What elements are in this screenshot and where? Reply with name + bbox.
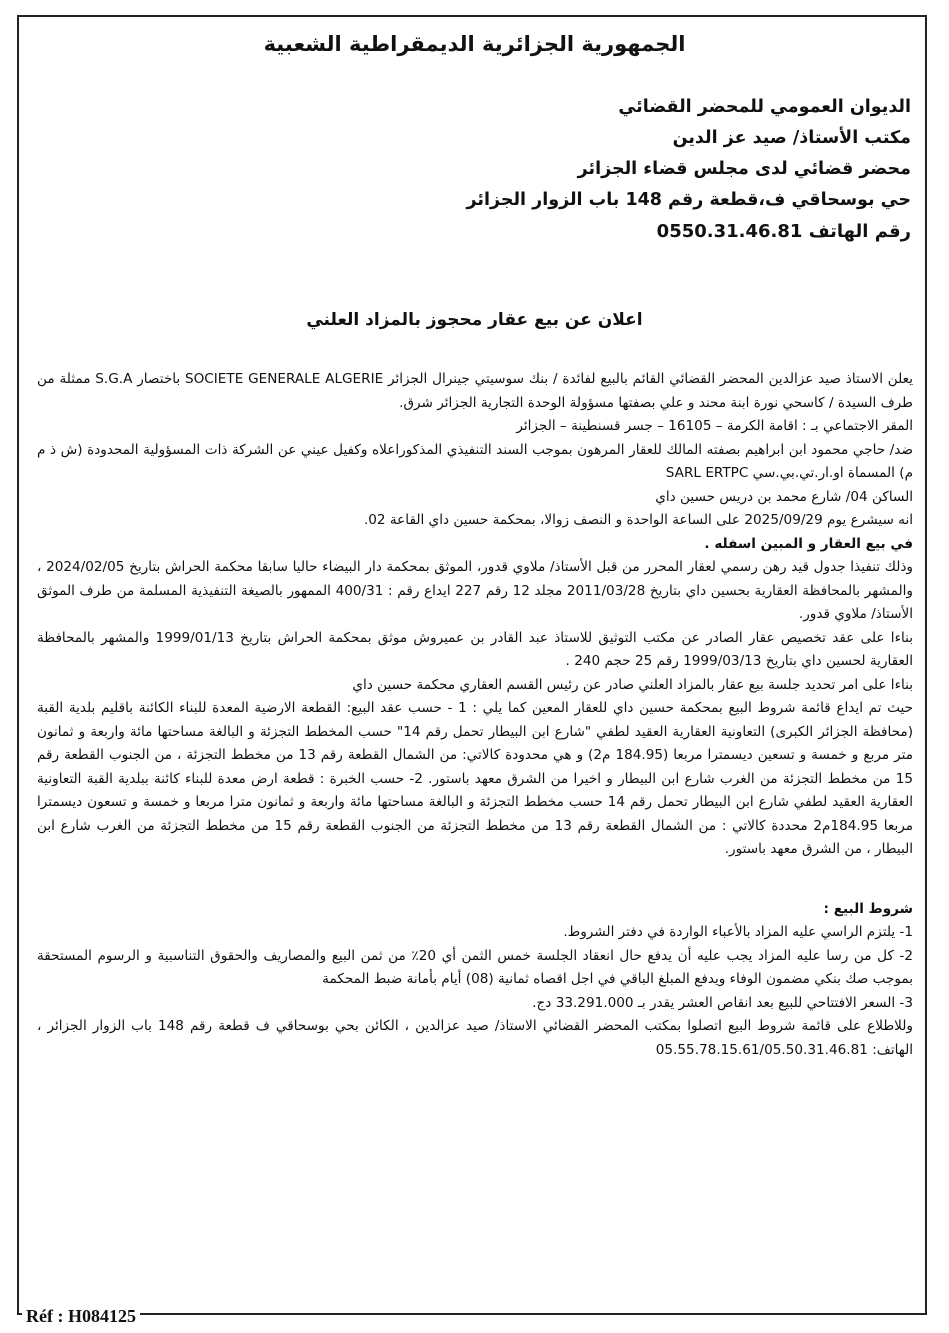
notice-title: اعلان عن بيع عقار محجوز بالمزاد العلني	[306, 310, 643, 330]
condition-item: 1- يلتزم الراسي عليه المزاد بالأعباء الواردة في دفتر الشروط.	[563, 924, 913, 940]
country-header: الجمهورية الجزائرية الديمقراطية الشعبية	[263, 32, 686, 56]
bailiff-office-block	[391, 92, 911, 247]
office-phone: رقم الهاتف 0550.31.46.81	[656, 221, 911, 242]
body-paragraph: حيث تم ايداع قائمة شروط البيع بمحكمة حسين داي للعقار المعين كما يلي : 1 - حسب عقد البيع: القطعة الارضية المعدة للبناء الكائنة باقليم بلدية القبة (محافظة الجزائر الكبرى) التعاونية العقارية العقيد لطفي "شارع ابن البيطار تحمل رقم 14" حسب المخطط التجزئة و البالغة مساحتها مائة واربعة و ثمانون متر مربع و خمسة و تسعين ديسمترا مربعا (184.95 م2) و هي محدودة كالاتي: من الشمال القطعة رقم 13 من مخطط التجزئة ، من الجنوب القطعة رقم 15 من مخطط التجزئة من الغرب شارع ابن البيطار و اخيرا من الشرق معهد باستور. 2- حسب الخبرة : قطعة ارض معدة للبناء كائنة ببلدية القبة التعاونية العقارية العقيد لطفي شارع ابن البيطار تحمل رقم 14 حسب مخطط التجزئة و البالغة مساحتها مائة واربعة و ثمانون مترا مربعا و خمسة و تسعون ديسمترا مربعا 184.95م2 محددة كالاتي : من الشمال القطعة رقم 13 من مخطط التجزئة من الجنوب القطعة رقم 15 من مخطط التجزئة من الغرب شارع ابن البيطار ، من الشرق معهد باستور.	[37, 700, 914, 857]
body-paragraph: الساكن 04/ شارع محمد بن دريس حسين داي	[655, 488, 913, 505]
office-line: مكتب الأستاذ/ صيد عز الدين	[672, 128, 911, 148]
condition-item: 3- السعر الافتتاحي للبيع بعد انقاص العشر يقدر بـ 33.291.000 دج.	[532, 994, 913, 1011]
body-paragraph: بناءا على امر تحديد جلسة بيع عقار بالمزاد العلني صادر عن رئيس القسم العقاري محكمة حسين داي	[352, 676, 913, 693]
office-line: محضر قضائي لدى مجلس قضاء الجزائر	[577, 159, 911, 179]
office-line: الديوان العمومي للمحضر القضائي	[618, 97, 911, 117]
condition-item: 2- كل من رسا عليه المزاد يجب عليه أن يدفع حال انعقاد الجلسة خمس الثمن أي 20٪ من ثمن البيع والمصاريف والحقوق التناسبية و الرسوم المستحقة بموجب صك بنكي مضمون الوفاء ويدفع المبلغ الباقي في اجل اقصاه ثمانية (08) أيام بأمانة ضبط المحكمة	[37, 947, 913, 987]
contact-paragraph: وللاطلاع على قائمة شروط البيع اتصلوا بمكتب المحضر القضائي الاستاذ/ صيد عزالدين ، الكائن بحي بوسحاقي ف قطعة رقم 148 باب الزوار الجزائر ، الهاتف: 05.55.78.15.61/05.50.31.46.81	[37, 1018, 913, 1058]
reference-code: Réf : H084125	[22, 1306, 140, 1327]
office-line: حي بوسحاقي ف،قطعة رقم 148 باب الزوار الجزائر	[466, 190, 911, 210]
body-paragraph: انه سيشرع يوم 2025/09/29 على الساعة الواحدة و النصف زوالا، بمحكمة حسين داي القاعة 02.	[363, 512, 913, 528]
notice-body	[37, 368, 913, 1062]
body-paragraph: يعلن الاستاذ صيد عزالدين المحضر القضائي القائم بالبيع لفائدة / بنك سوسيتي جينرال الجزائر SOCIETE GENERALE ALGERIE باختصار S.G.A ممثلة من طرف السيدة / كاسحي نورة ابنة محند و علي بصفتها مسؤولة الوحدة التجارية الجزائر شرق.	[37, 371, 913, 411]
conditions-heading: شروط البيع :	[823, 900, 913, 917]
body-paragraph: المقر الاجتماعي بـ : اقامة الكرمة – 16105 – جسر قسنطينة – الجزائر	[516, 418, 913, 434]
body-paragraph: ضد/ حاجي محمود ابن ابراهيم بصفته المالك للعقار المرهون بموجب السند التنفيذي المذكوراعلاه وكفيل عيني عن الشركة ذات المسؤولية المحدودة (ش ذ م م) المسماة او.ار.تي.بي.سي SARL ERTPC	[37, 441, 913, 481]
body-paragraph: وذلك تنفيذا جدول قيد رهن رسمي لعقار المحرر من قبل الأستاذ/ ملاوي قدور، الموثق بمحكمة دار البيضاء حاليا سابقا محكمة الحراش بتاريخ 2024/02/05 ، والمشهر بالمحافظة العقارية بحسين داي بتاريخ 2011/03/28 مجلد 12 رقم 227 ايداع رقم : 400/31 الممهور بالصيغة التنفيذية المسلمة من طرف الموثق الأستاذ/ ملاوي قدور.	[37, 559, 913, 622]
sale-heading: في بيع العقار و المبين اسفله .	[704, 535, 913, 552]
body-paragraph: بناءا على عقد تخصيص عقار الصادر عن مكتب التوثيق للاستاذ عبد القادر بن عميروش موثق بمحكمة الحراش بتاريخ 1999/01/13 والمشهر بالمحافظة العقارية لحسين داي بتاريخ 1999/03/13 رقم 25 حجم 240 .	[37, 629, 913, 669]
